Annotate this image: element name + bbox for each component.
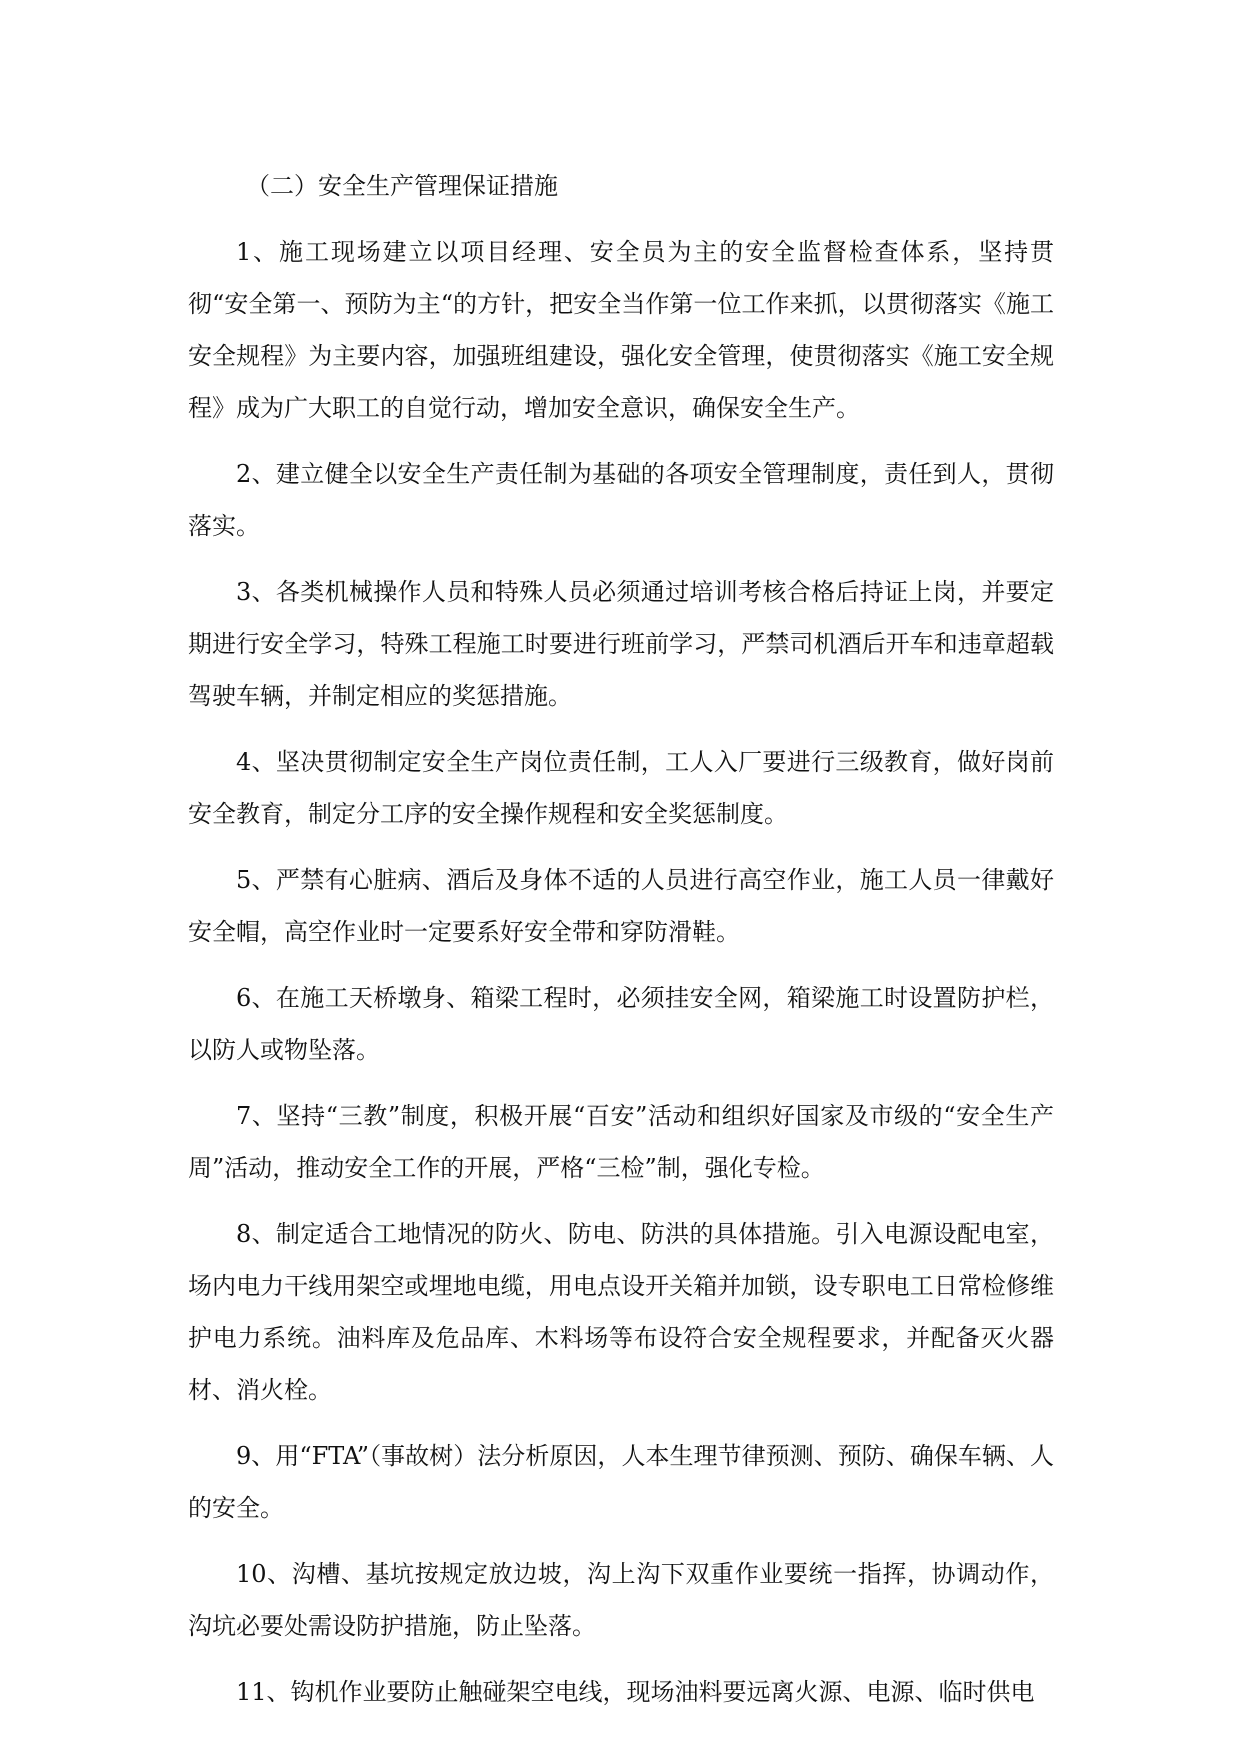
paragraph-5: 5、严禁有心脏病、酒后及身体不适的人员进行高空作业，施工人员一律戴好安全帽，高空作业时一定要系好安全带和穿防滑鞋。 — [188, 866, 1054, 946]
paragraph-8: 8、制定适合工地情况的防火、防电、防洪的具体措施。引入电源设配电室，场内电力干线用架空或埋地电缆，用电点设开关箱并加锁，设专职电工日常检修维护电力系统。油料库及危品库、木料场等布设符合安全规程要求，并配备灭火器材、消火栓。 — [188, 1220, 1054, 1404]
paragraph-4: 4、坚决贯彻制定安全生产岗位责任制，工人入厂要进行三级教育，做好岗前安全教育，制定分工序的安全操作规程和安全奖惩制度。 — [188, 748, 1054, 828]
paragraph-7: 7、坚持“三教”制度，积极开展“百安”活动和组织好国家及市级的“安全生产周”活动，推动安全工作的开展，严格“三检”制，强化专检。 — [188, 1102, 1054, 1182]
section-heading: （二）安全生产管理保证措施 — [246, 172, 558, 200]
paragraph-3: 3、各类机械操作人员和特殊人员必须通过培训考核合格后持证上岗，并要定期进行安全学习，特殊工程施工时要进行班前学习，严禁司机酒后开车和违章超载驾驶车辆，并制定相应的奖惩措施。 — [188, 578, 1054, 710]
paragraph-11: 11、钩机作业要防止触碰架空电线，现场油料要远离火源、电源、临时供电 — [236, 1678, 1035, 1706]
paragraph-1: 1、施工现场建立以项目经理、安全员为主的安全监督检查体系，坚持贯彻“安全第一、预防为主“的方针，把安全当作第一位工作来抓，以贯彻落实《施工安全规程》为主要内容，加强班组建设，强化安全管理，使贯彻落实《施工安全规程》成为广大职工的自觉行动，增加安全意识，确保安全生产。 — [188, 238, 1054, 422]
paragraph-6: 6、在施工天桥墩身、箱梁工程时，必须挂安全网，箱梁施工时设置防护栏，以防人或物坠落。 — [188, 984, 1054, 1064]
paragraph-2: 2、建立健全以安全生产责任制为基础的各项安全管理制度，责任到人，贯彻落实。 — [188, 460, 1054, 540]
paragraph-9: 9、用“FTA”（事故树）法分析原因，人本生理节律预测、预防、确保车辆、人的安全。 — [188, 1442, 1054, 1522]
document-body — [188, 160, 1054, 1732]
paragraph-10: 10、沟槽、基坑按规定放边坡，沟上沟下双重作业要统一指挥，协调动作，沟坑必要处需设防护措施，防止坠落。 — [188, 1560, 1054, 1640]
